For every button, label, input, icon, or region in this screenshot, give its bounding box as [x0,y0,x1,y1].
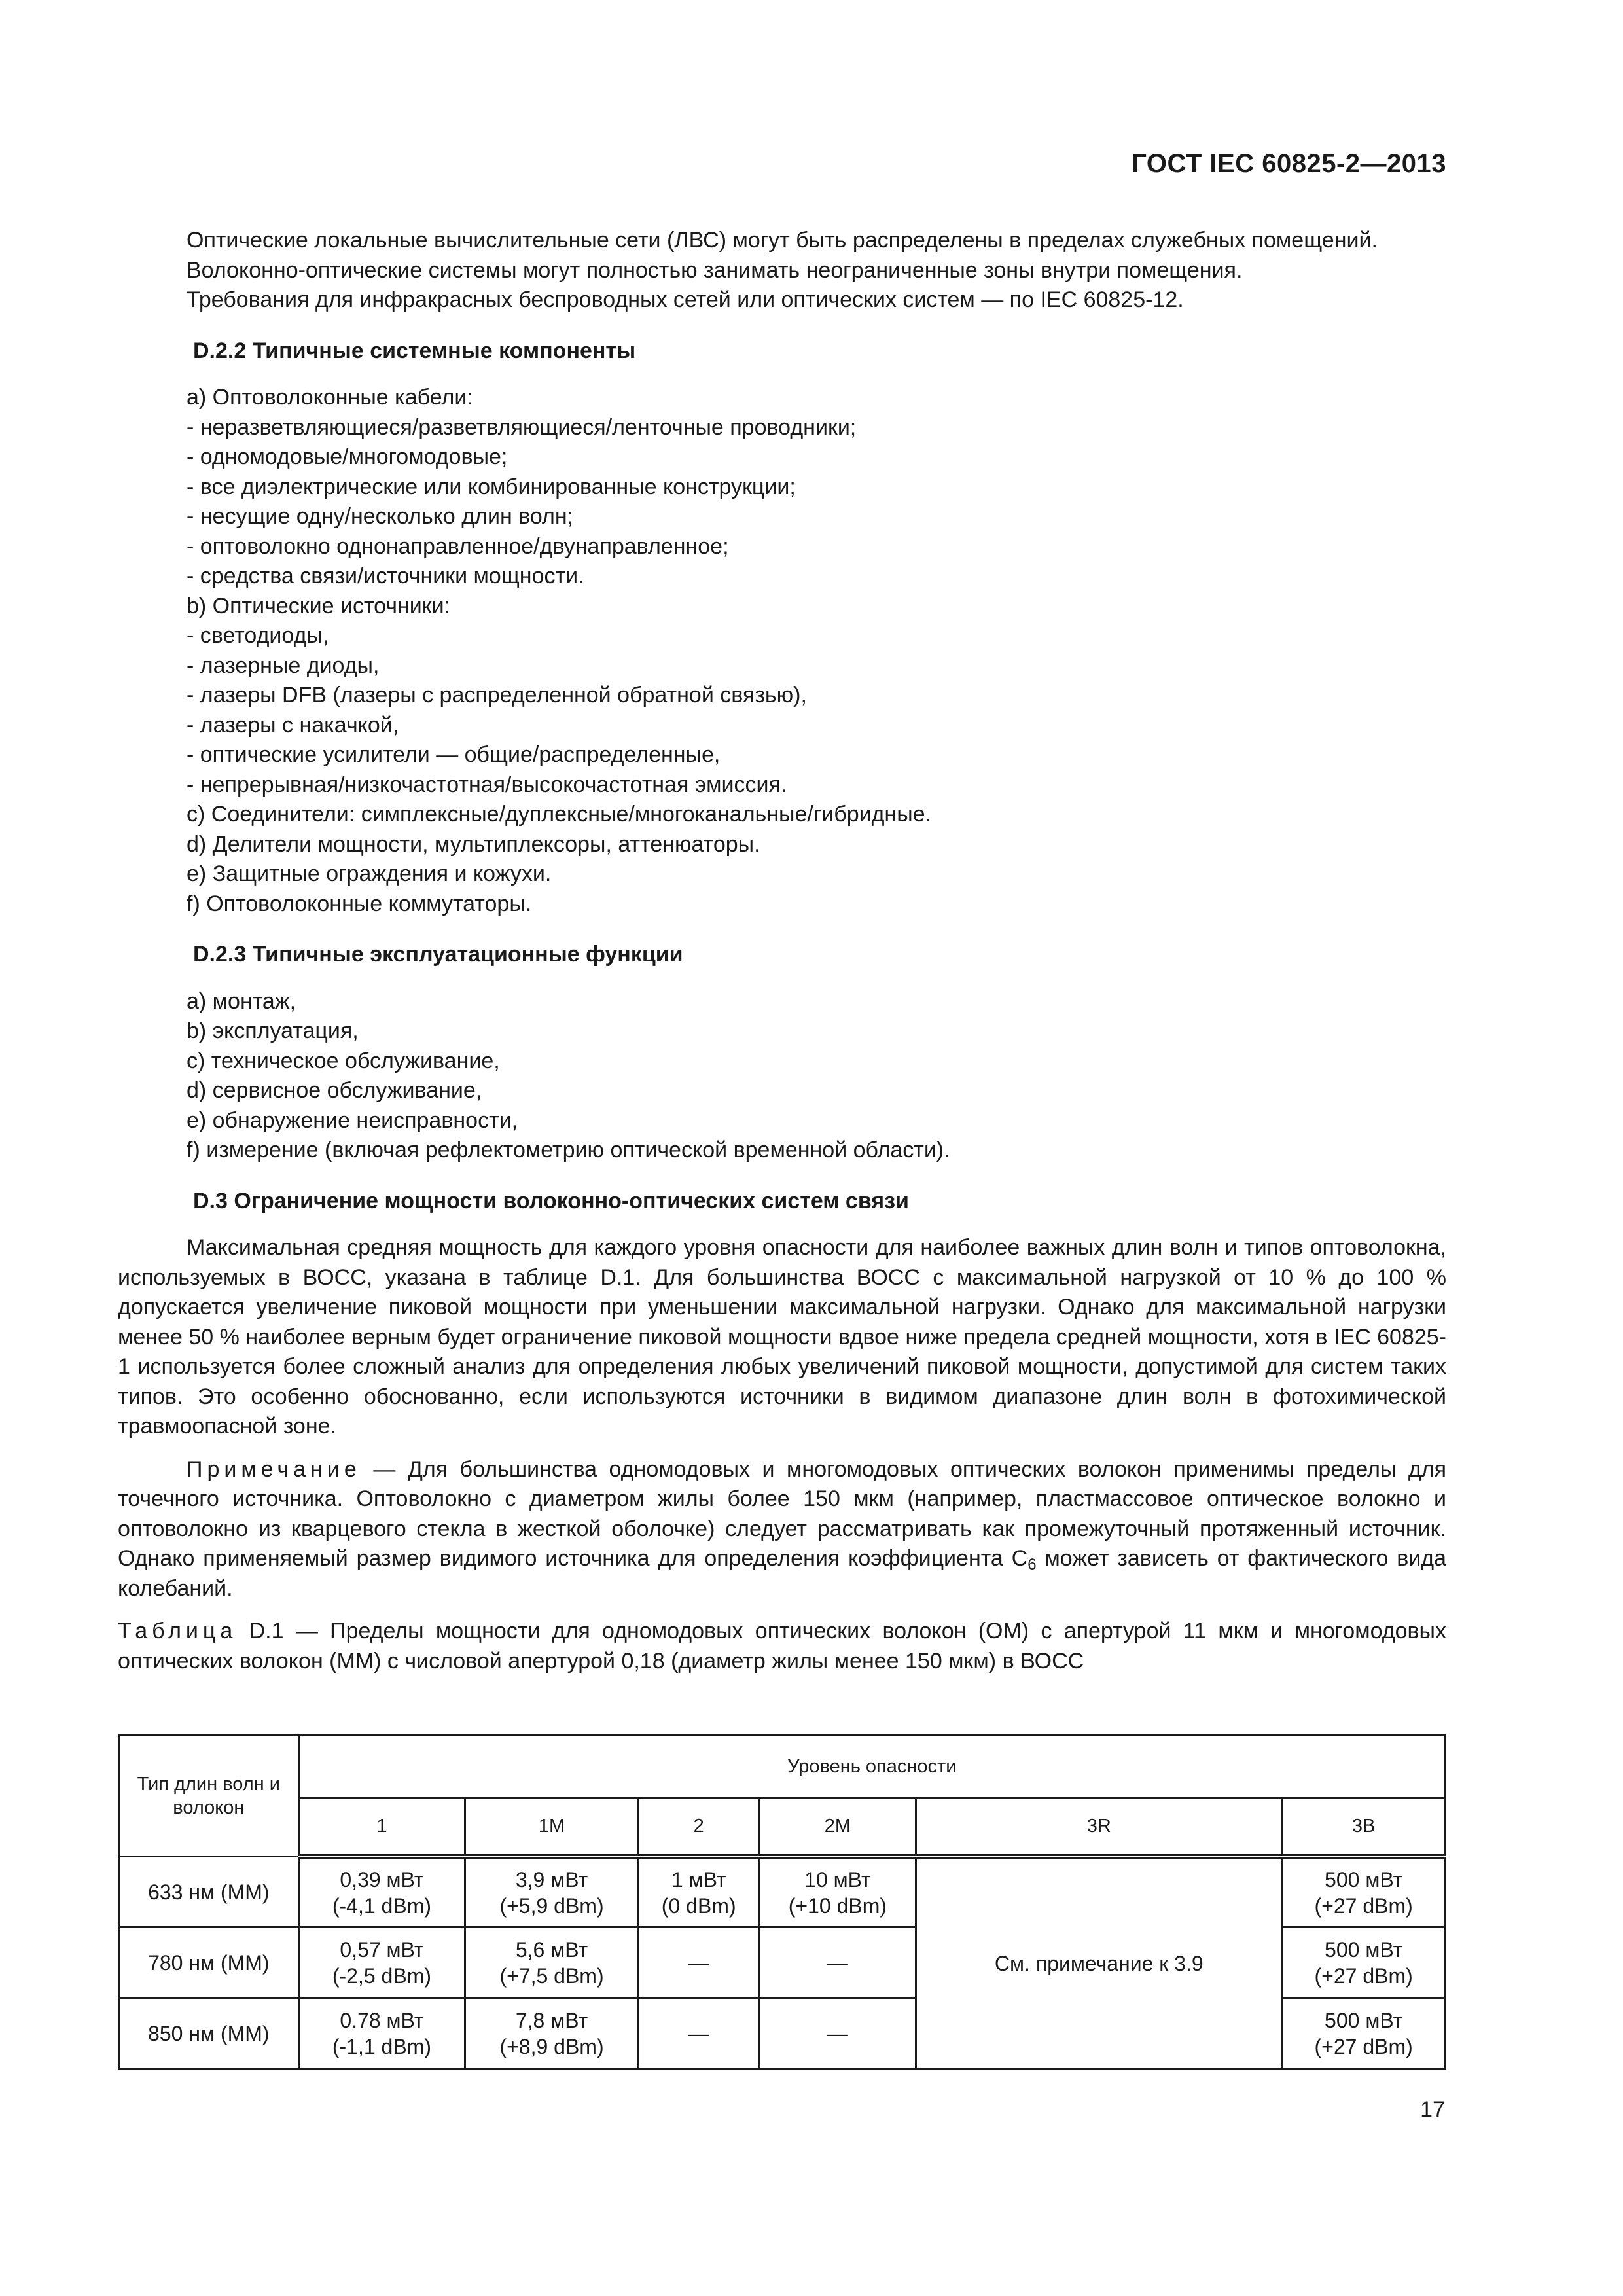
list-item: b) эксплуатация, [187,1018,359,1043]
cell-class-1m: 7,8 мВт (+8,9 dBm) [465,1998,639,2069]
table-caption-label: Таблица [118,1619,238,1643]
cell-class-1: 0,39 мВт (-4,1 dBm) [298,1857,465,1928]
cell-class-3b: 500 мВт (+27 dBm) [1282,1857,1446,1928]
list-item: - лазеры DFB (лазеры с распределенной обратной связью), [187,683,807,708]
list-item: d) Делители мощности, мультиплексоры, аттенюаторы. [187,831,760,857]
header-hazard-level: Уровень опасности [298,1736,1445,1798]
component-list [118,383,1446,919]
list-item: е) обнаружение неисправности, [187,1107,518,1133]
list-item: f) измерение (включая рефлектометрию оптической временной области). [187,1138,950,1162]
functions-list [118,987,1446,1166]
list-item: а) Оптоволоконные кабели: [187,385,473,410]
list-item: - одномодовые/многомодовые; [187,444,508,469]
header-class-2: 2 [638,1798,759,1857]
cell-wavelength: 633 нм (ММ) [119,1857,299,1928]
cell-class-2m: 10 мВт (+10 dBm) [759,1857,916,1928]
list-item: с) Соединители: симплексные/дуплексные/многоканальные/гибридные. [187,802,932,827]
list-item: - оптические усилители — общие/распределенные, [187,742,721,767]
list-item: - средства связи/источники мощности. [187,564,584,588]
header-class-1m: 1M [465,1798,639,1857]
note-paragraph [118,1455,1446,1604]
list-item: d) сервисное обслуживание, [187,1078,482,1103]
header-class-2m: 2M [759,1798,916,1857]
intro-paragraph-1: Оптические локальные вычислительные сети (ЛВС) могут быть распределены в пределах служебных помещений. [187,228,1378,253]
note-label: Примечание [187,1456,361,1482]
list-item: - лазерные диоды, [187,653,380,678]
list-item: - лазеры с накачкой, [187,712,399,738]
list-item: - все диэлектрические или комбинированные конструкции; [187,474,796,499]
list-item: - оптоволокно однонаправленное/двунаправленное; [187,533,729,559]
power-limits-table [118,1734,1446,2070]
cell-class-1: 0,57 мВт (-2,5 dBm) [298,1928,465,1998]
header-wavelength-type: Тип длин волн и волокон [119,1736,299,1857]
cell-class-3b: 500 мВт (+27 dBm) [1282,1998,1446,2069]
header-class-3b: 3B [1282,1798,1446,1857]
cell-class-1m: 5,6 мВт (+7,5 dBm) [465,1928,639,1998]
list-item: - светодиоды, [187,623,329,648]
cell-class-2m: — [759,1998,916,2069]
section-heading-d22: D.2.2 Типичные системные компоненты [193,338,636,363]
cell-class-3r-merged: См. примечание к 3.9 [916,1857,1282,2069]
list-item: f) Оптоволоконные коммутаторы. [187,891,532,916]
cell-class-2: 1 мВт (0 dBm) [638,1857,759,1928]
cell-class-3b: 500 мВт (+27 dBm) [1282,1928,1446,1998]
cell-class-2: — [638,1998,759,2069]
page-content [118,226,1446,1676]
cell-class-2: — [638,1928,759,1998]
cell-class-1: 0.78 мВт (-1,1 dBm) [298,1998,465,2069]
table-caption-text: D.1 — Пределы мощности для одномодовых оптических волокон (ОМ) с апертурой 11 мкм и многомодовых оптических волокон (ММ) с числовой апертурой 0,18 (диаметр жилы менее 150 мкм) в ВОСС [118,1619,1446,1674]
page-number: 17 [1420,2097,1445,2122]
power-limit-paragraph: Максимальная средняя мощность для каждого уровня опасности для наиболее важных длин волн и типов оптоволокна, используемых в ВОСС, указана в таблице D.1. Для большинства ВОСС с максимальной нагрузкой от 10 % до 100 % допускается увеличение пиковой мощности при уменьшении максимальной нагрузки. Однако для максимальной нагрузки менее 50 % наиболее верным будет ограничение пиковой мощности вдвое ниже предела средней мощности, хотя в IEC 60825-1 используется более сложный анализ для определения любых увеличений пиковой мощности, допустимой для систем таких типов. Это особенно обоснованно, если используются источники в видимом диапазоне длин волн в фотохимической травмоопасной зоне. [118,1235,1446,1439]
list-item: е) Защитные ограждения и кожухи. [187,861,552,886]
list-item: - неразветвляющиеся/разветвляющиеся/ленточные проводники; [187,414,857,440]
cell-class-1m: 3,9 мВт (+5,9 dBm) [465,1857,639,1928]
standard-code: ГОСТ IEC 60825-2—2013 [1132,149,1446,178]
section-heading-d23: D.2.3 Типичные эксплуатационные функции [193,942,683,967]
cell-class-2m: — [759,1928,916,1998]
table-caption [118,1617,1446,1676]
list-item: - несущие одну/несколько длин волн; [187,504,574,529]
intro-paragraph-3: Требования для инфракрасных беспроводных сетей или оптических систем — по IEC 60825-12. [187,287,1184,312]
cell-wavelength: 850 нм (ММ) [119,1998,299,2069]
header-class-1: 1 [298,1798,465,1857]
cell-wavelength: 780 нм (ММ) [119,1928,299,1998]
table-row [119,1857,1446,1928]
note-text: — Для большинства одномодовых и многомодовых оптических волокон применимы пределы для точечного источника. Оптоволокно с диаметром жилы более 150 мкм (например, пластмассовое оптическое волокно и оптоволокно из кварцевого стекла в жесткой оболочке) следует рассматривать как промежуточный протяженный источник. Однако применяемый размер видимого источника для определения коэффициента C [118,1456,1446,1571]
note-tail: может зависеть от фактического вида колебаний. [118,1546,1446,1601]
list-item: с) техническое обслуживание, [187,1048,500,1073]
list-item: а) монтаж, [187,988,296,1014]
note-subscript: 6 [1027,1556,1037,1573]
section-heading-d3: D.3 Ограничение мощности волоконно-оптических систем связи [193,1188,909,1213]
list-item: - непрерывная/низкочастотная/высокочастотная эмиссия. [187,772,787,797]
intro-paragraph-2: Волоконно-оптические системы могут полностью занимать неограниченные зоны внутри помещения. [187,257,1243,283]
header-class-3r: 3R [916,1798,1282,1857]
list-item: b) Оптические источники: [187,593,451,619]
